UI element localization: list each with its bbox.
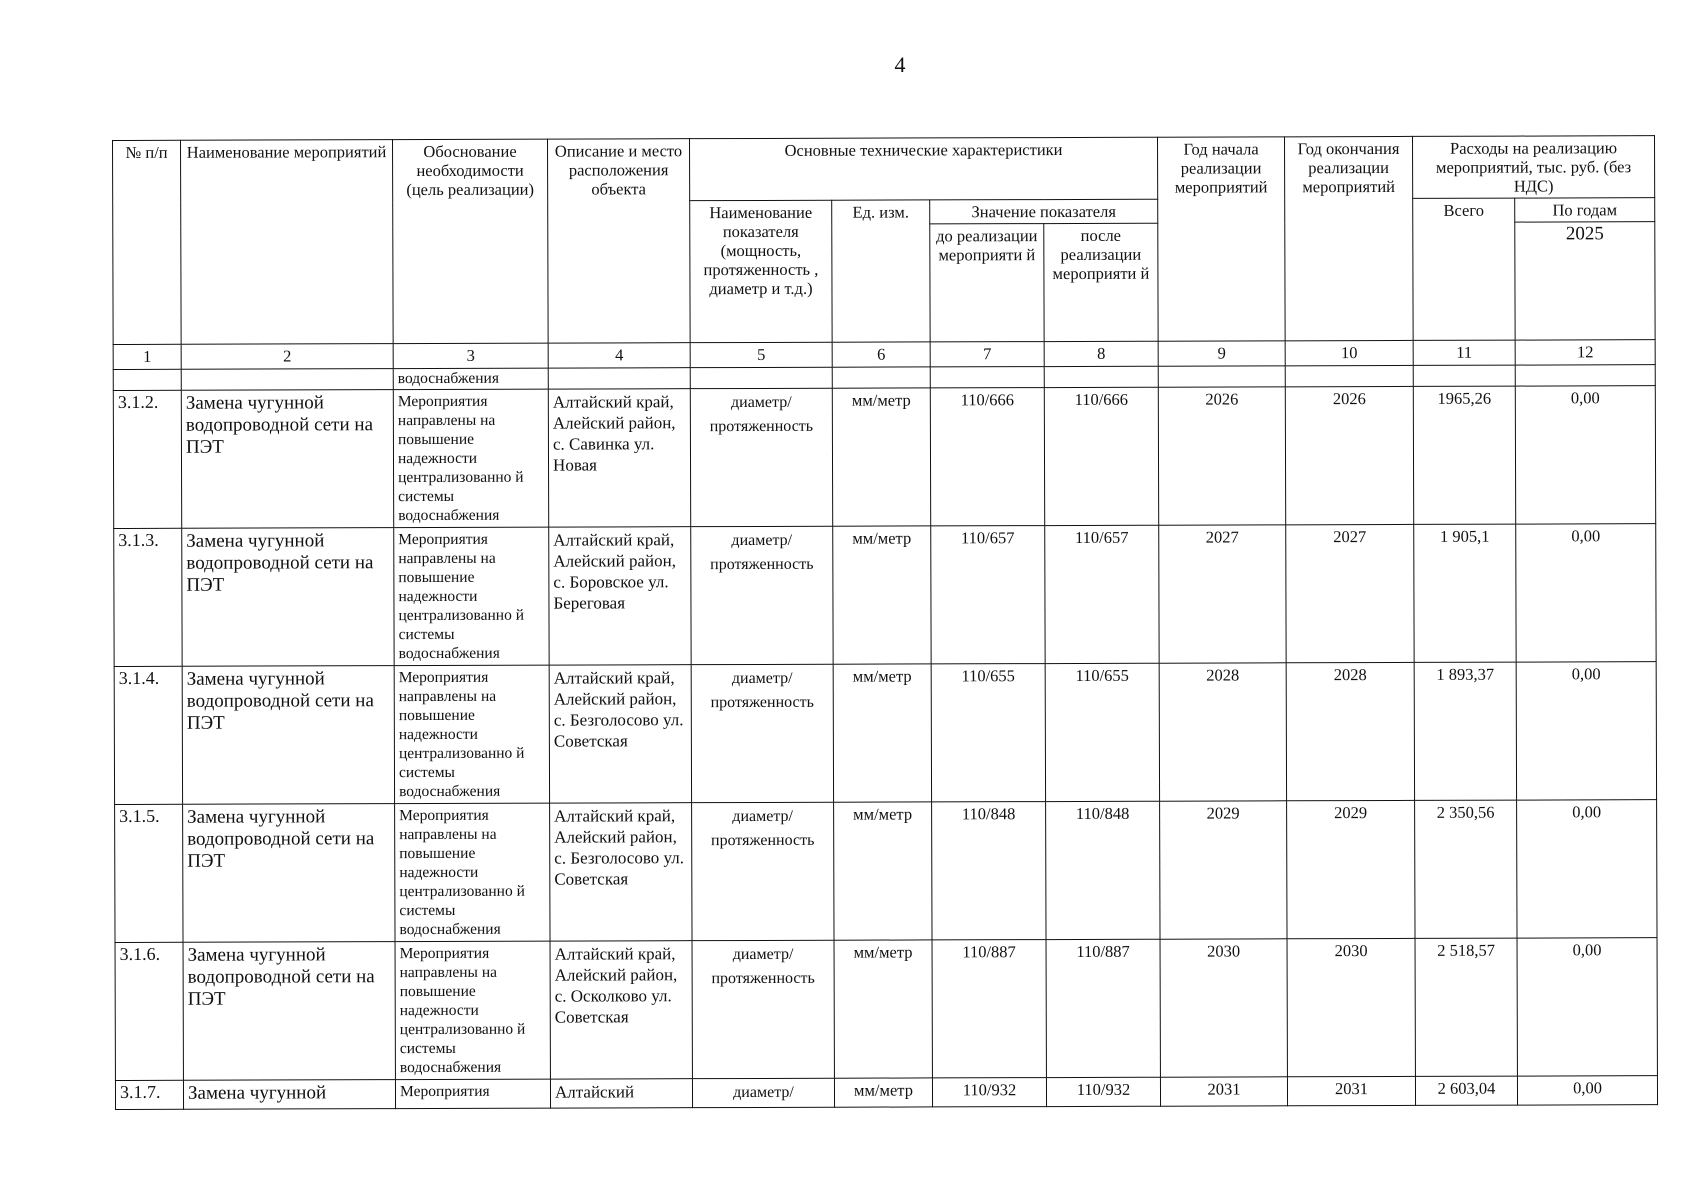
- value-after: 110/848: [1046, 801, 1160, 939]
- measure-reason: Мероприятия направлены на повышение надежности централизованно й системы водоснабжения: [394, 527, 549, 665]
- cost-2025: 0,00: [1516, 524, 1656, 662]
- value-after: 110/932: [1046, 1077, 1160, 1106]
- column-number: 8: [1044, 341, 1158, 366]
- measure-place: Алтайский край, Алейский район, с. Боровское ул. Береговая: [549, 527, 691, 665]
- value-before: 110/655: [931, 664, 1045, 802]
- row-number: 3.1.6.: [115, 942, 183, 1080]
- measure-reason: Мероприятия направлены на повышение надежности централизованно й системы водоснабжения: [395, 803, 550, 941]
- measure-unit: мм/метр: [834, 802, 932, 940]
- header-unit: Ед. изм.: [832, 200, 930, 342]
- start-year: 2031: [1160, 1077, 1287, 1106]
- measure-name: Замена чугунной водопроводной сети на ПЭТ: [182, 666, 394, 805]
- column-number: 1: [113, 344, 181, 369]
- header-total: Всего: [1413, 198, 1515, 340]
- start-year: 2027: [1159, 525, 1286, 663]
- row-number: 3.1.3.: [114, 528, 182, 666]
- measure-reason: Мероприятия: [395, 1079, 550, 1108]
- measure-unit: мм/метр: [832, 388, 930, 526]
- table-row: [113, 386, 1655, 529]
- end-year: 2031: [1287, 1076, 1415, 1105]
- measure-name: Замена чугунной водопроводной сети на ПЭТ: [183, 804, 395, 943]
- measure-param: диаметр/ протяженность: [692, 802, 834, 940]
- start-year: 2028: [1159, 663, 1286, 801]
- measure-name: Замена чугунной водопроводной сети на ПЭТ: [181, 390, 393, 529]
- column-number: 7: [930, 342, 1044, 367]
- measures-table: [112, 135, 1658, 1110]
- value-before: 110/657: [931, 526, 1045, 664]
- cost-total: 2 518,57: [1415, 938, 1517, 1076]
- header-end-year: Год окончания реализации мероприятий: [1284, 136, 1413, 340]
- column-number: 4: [548, 343, 690, 368]
- end-year: 2027: [1286, 524, 1414, 662]
- row-number: 3.1.4.: [114, 666, 182, 804]
- continuation-text: водоснабжения: [393, 368, 548, 389]
- cost-total: 1 905,1: [1414, 524, 1516, 662]
- measure-place: Алтайский край, Алейский район, с. Савинка ул. Новая: [548, 389, 690, 527]
- cost-total: 1965,26: [1413, 386, 1515, 524]
- end-year: 2028: [1286, 662, 1414, 800]
- header-tech: Основные технические характеристики: [689, 137, 1157, 200]
- end-year: 2030: [1287, 938, 1415, 1076]
- measure-param: диаметр/: [692, 1078, 834, 1107]
- table-row: [114, 662, 1656, 805]
- measure-place: Алтайский край, Алейский район, с. Безголосово ул. Советская: [550, 803, 692, 941]
- header-num: № п/п: [113, 140, 182, 344]
- column-number: 6: [832, 342, 930, 367]
- measure-param: диаметр/ протяженность: [691, 526, 833, 664]
- cost-total: 1 893,37: [1414, 662, 1516, 800]
- measure-name: Замена чугунной: [183, 1080, 395, 1110]
- column-number: 12: [1515, 340, 1655, 365]
- header-reason: Обоснование необходимости (цель реализации): [393, 139, 549, 343]
- measure-name: Замена чугунной водопроводной сети на ПЭТ: [182, 528, 394, 667]
- row-number: 3.1.5.: [115, 804, 183, 942]
- table-row: [115, 800, 1657, 943]
- measure-unit: мм/метр: [834, 1078, 932, 1107]
- start-year: 2029: [1160, 801, 1287, 939]
- measure-reason: Мероприятия направлены на повышение надежности централизованно й системы водоснабжения: [395, 941, 550, 1079]
- header-after: после реализации мероприяти й: [1044, 223, 1158, 341]
- header-param: Наименование показателя (мощность, протяженность , диаметр и т.д.): [690, 200, 832, 342]
- measure-param: диаметр/ протяженность: [690, 388, 832, 526]
- cost-2025: 0,00: [1516, 662, 1656, 800]
- value-after: 110/666: [1044, 387, 1158, 525]
- measure-param: диаметр/ протяженность: [691, 664, 833, 802]
- start-year: 2026: [1158, 387, 1285, 525]
- measure-param: диаметр/ протяженность: [692, 940, 834, 1078]
- header-cost: Расходы на реализацию мероприятий, тыс. руб. (без НДС): [1412, 136, 1654, 199]
- measure-unit: мм/метр: [833, 526, 931, 664]
- value-before: 110/666: [930, 388, 1044, 526]
- value-after: 110/655: [1045, 663, 1159, 801]
- header-year-2025: 2025: [1515, 222, 1655, 340]
- measure-reason: Мероприятия направлены на повышение надежности централизованно й системы водоснабжения: [394, 665, 549, 803]
- measure-place: Алтайский: [550, 1079, 692, 1108]
- measure-unit: мм/метр: [834, 940, 932, 1078]
- cost-total: 2 603,04: [1415, 1076, 1517, 1105]
- table-row: [114, 524, 1656, 667]
- document-sheet: [112, 135, 1658, 1110]
- row-number: 3.1.7.: [115, 1080, 183, 1109]
- table-row: [115, 938, 1657, 1081]
- cost-2025: 0,00: [1517, 1076, 1657, 1105]
- value-after: 110/887: [1046, 939, 1160, 1077]
- cost-2025: 0,00: [1517, 938, 1657, 1076]
- column-number: 11: [1413, 340, 1515, 365]
- end-year: 2026: [1285, 386, 1413, 524]
- header-value: Значение показателя: [930, 199, 1158, 224]
- header-place: Описание и место расположения объекта: [547, 139, 690, 343]
- value-before: 110/932: [932, 1078, 1046, 1107]
- header-name: Наименование мероприятий: [181, 140, 394, 345]
- column-number: 2: [181, 344, 393, 370]
- value-after: 110/657: [1045, 525, 1159, 663]
- cost-2025: 0,00: [1515, 386, 1655, 524]
- start-year: 2030: [1160, 939, 1287, 1077]
- measure-place: Алтайский край, Алейский район, с. Осколково ул. Советская: [550, 941, 692, 1079]
- measure-name: Замена чугунной водопроводной сети на ПЭТ: [183, 942, 395, 1081]
- column-number: 3: [393, 343, 548, 368]
- value-before: 110/887: [932, 940, 1046, 1078]
- header-before: до реализации мероприяти й: [930, 224, 1044, 342]
- page-number: 4: [894, 52, 906, 77]
- end-year: 2029: [1287, 800, 1415, 938]
- measure-unit: мм/метр: [833, 664, 931, 802]
- header-by-years: По годам: [1515, 198, 1655, 222]
- column-number: 10: [1285, 340, 1413, 365]
- cost-2025: 0,00: [1517, 800, 1657, 938]
- column-number: 5: [690, 342, 832, 367]
- table-row: [115, 1076, 1657, 1110]
- measure-place: Алтайский край, Алейский район, с. Безголосово ул. Советская: [549, 665, 691, 803]
- column-number: 9: [1158, 341, 1285, 366]
- cost-total: 2 350,56: [1415, 800, 1517, 938]
- measure-reason: Мероприятия направлены на повышение надежности централизованно й системы водоснабжения: [393, 389, 548, 527]
- row-number: 3.1.2.: [113, 390, 181, 528]
- value-before: 110/848: [932, 802, 1046, 940]
- header-start-year: Год начала реализации мероприятий: [1157, 137, 1285, 341]
